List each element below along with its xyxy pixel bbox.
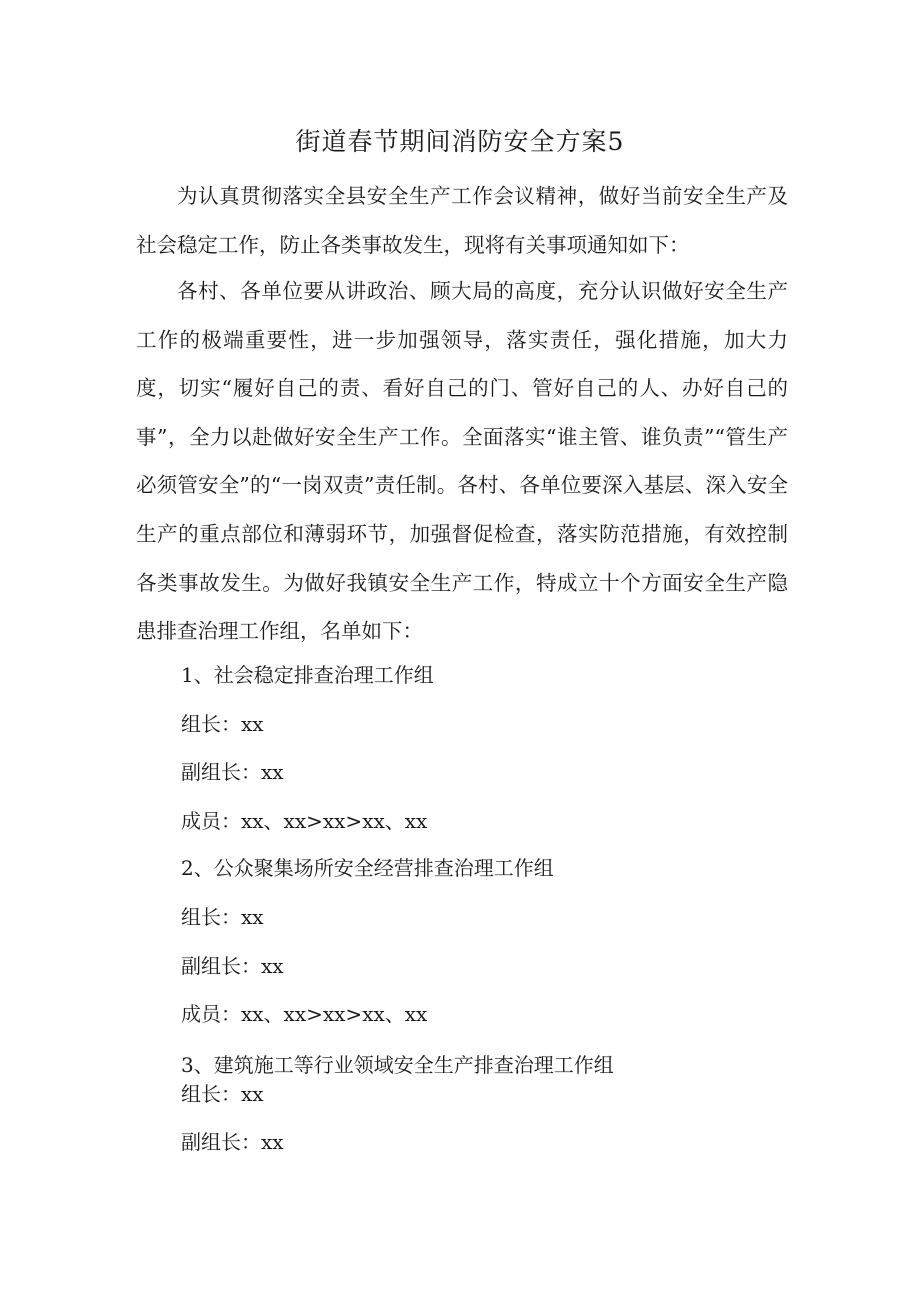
group-2-leader: 组长：xx: [181, 905, 264, 929]
group-2-members: 成员：xx、xx>xx>xx、xx: [181, 1002, 428, 1026]
group-2-deputy-leader: 副组长：xx: [181, 954, 284, 978]
group-3-heading: 3、建筑施工等行业领域安全生产排查治理工作组: [181, 1053, 614, 1077]
intro-paragraph: 为认真贯彻落实全县安全生产工作会议精神，做好当前安全生产及社会稳定工作，防止各类事故发生，现将有关事项通知如下：: [136, 184, 788, 257]
group-1-leader: 组长：xx: [181, 712, 264, 736]
body-paragraph: 各村、各单位要从讲政治、顾大局的高度，充分认识做好安全生产工作的极端重要性，进一步加强领导，落实责任，强化措施，加大力度，切实“履好自己的责、看好自己的门、管好自己的人、办好自己的事”，全力以赴做好安全生产工作。全面落实“谁主管、谁负责”“管生产必须管安全”的“一岗双责”责任制。各村、各单位要深入基层、深入安全生产的重点部位和薄弱环节，加强督促检查，落实防范措施，有效控制各类事故发生。为做好我镇安全生产工作，特成立十个方面安全生产隐患排查治理工作组，名单如下：: [136, 279, 788, 644]
group-1-members: 成员：xx、xx>xx>xx、xx: [181, 809, 428, 833]
group-3-deputy-leader: 副组长：xx: [181, 1130, 284, 1154]
group-1-deputy-leader: 副组长：xx: [181, 760, 284, 784]
document-title: 街道春节期间消防安全方案5: [295, 127, 625, 156]
group-3-leader: 组长：xx: [181, 1082, 264, 1106]
group-1-heading: 1、社会稳定排查治理工作组: [181, 663, 434, 687]
group-2-heading: 2、公众聚集场所安全经营排查治理工作组: [181, 856, 554, 880]
